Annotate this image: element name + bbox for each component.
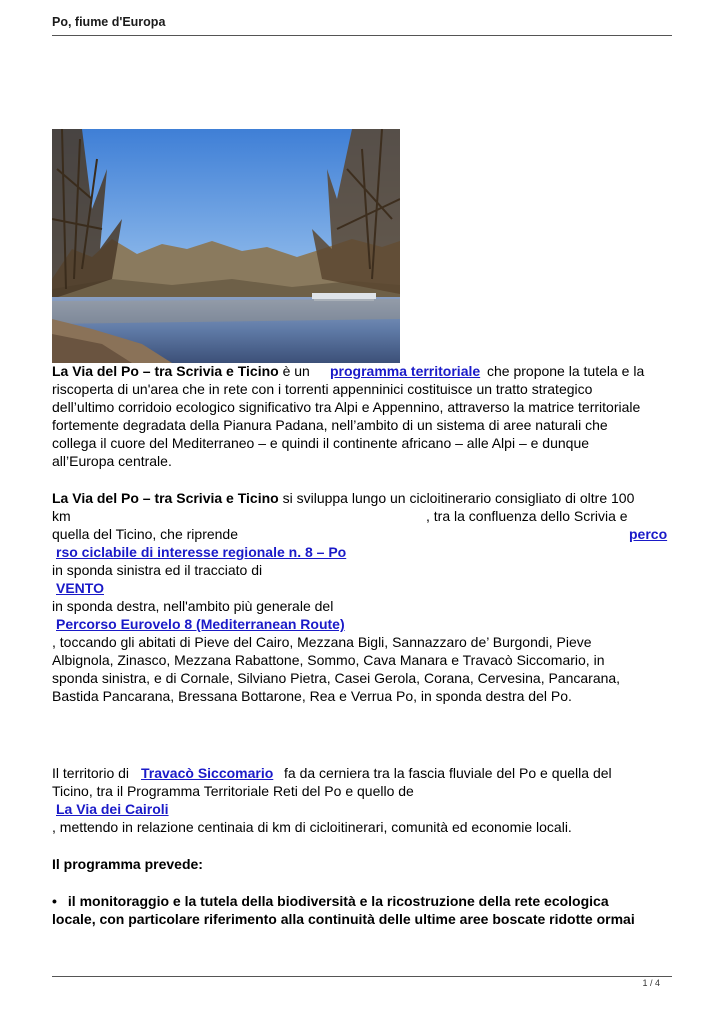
via-dei-cairoli-link[interactable]: La Via dei Cairoli bbox=[56, 801, 169, 817]
river-photo bbox=[52, 129, 400, 363]
p1-text-1: è un bbox=[278, 363, 310, 379]
p2-line-1 bbox=[52, 489, 634, 507]
header-divider bbox=[52, 35, 672, 36]
p2-km: km bbox=[52, 508, 71, 524]
page-header-title: Po, fiume d'Europa bbox=[52, 15, 166, 29]
programma-territoriale-link[interactable]: programma territoriale bbox=[330, 363, 481, 379]
p2-text-destra: in sponda destra, nell'ambito più generale del bbox=[52, 598, 334, 614]
p1-line-2: riscoperta di un'area che in rete con i torrenti appenninici costituisce un tratto strategico bbox=[52, 381, 593, 397]
p2-bold-title: La Via del Po – tra Scrivia e Ticino bbox=[52, 490, 279, 506]
p2-text-1: si sviluppa lungo un cicloitinerario consigliato di oltre 100 bbox=[278, 490, 635, 506]
p2-line-3: quella del Ticino, che riprende bbox=[52, 526, 239, 542]
p3-text-1: Il territorio di bbox=[52, 765, 130, 781]
page-number: 1 / 4 bbox=[642, 978, 660, 988]
p3-line-4: , mettendo in relazione centinaia di km di cicloitinerari, comunità ed economie locali. bbox=[52, 819, 572, 835]
p3-text-2: fa da cerniera tra la fascia fluviale del Po e quella del bbox=[284, 765, 612, 781]
bullet-marker: • bbox=[52, 893, 57, 909]
p1-bold-title: La Via del Po – tra Scrivia e Ticino bbox=[52, 363, 279, 379]
p1-text-2: che propone la tutela e la bbox=[487, 363, 645, 379]
travaco-siccomario-link[interactable]: Travacò Siccomario bbox=[141, 765, 274, 781]
p1-line-4: fortemente degradata della Pianura Padana, nell’ambito di un sistema di aree naturali che bbox=[52, 417, 608, 433]
programma-heading: Il programma prevede: bbox=[52, 856, 203, 872]
vento-link[interactable]: VENTO bbox=[56, 580, 104, 596]
bullet-line-1 bbox=[52, 892, 609, 910]
p2-line-a: , toccando gli abitati di Pieve del Cairo, Mezzana Bigli, Sannazzaro de’ Burgondi, Pieve bbox=[52, 634, 592, 650]
footer-divider bbox=[52, 976, 672, 977]
percorso-ciclabile-link-part-1[interactable]: perco bbox=[629, 526, 668, 542]
bullet-text-1: il monitoraggio e la tutela della biodiversità e la ricostruzione della rete ecologica bbox=[67, 893, 609, 909]
p1-line-6: all’Europa centrale. bbox=[52, 453, 172, 469]
bullet-line-2: locale, con particolare riferimento alla continuità delle ultime aree boscate ridotte ormai bbox=[52, 911, 635, 927]
eurovelo-8-link[interactable]: Percorso Eurovelo 8 (Mediterranean Route) bbox=[56, 616, 345, 632]
p2-km-right: , tra la confluenza dello Scrivia e bbox=[426, 508, 628, 524]
p2-line-b: Albignola, Zinasco, Mezzana Rabattone, Sommo, Cava Manara e Travacò Siccomario, in bbox=[52, 652, 605, 668]
p1-line-1 bbox=[52, 362, 310, 380]
p2-line-d: Bastida Pancarana, Bressana Bottarone, Rea e Verrua Po, in sponda destra del Po. bbox=[52, 688, 572, 704]
p2-text-sinistra: in sponda sinistra ed il tracciato di bbox=[52, 562, 263, 578]
p1-line-5: collega il cuore del Mediterraneo – e quindi il continente africano – alle Alpi – e dunque bbox=[52, 435, 590, 451]
p2-line-c: sponda sinistra, e di Cornale, Silviano Pietra, Casei Gerola, Corana, Cervesina, Pancarana, bbox=[52, 670, 621, 686]
percorso-ciclabile-link-part-2[interactable]: rso ciclabile di interesse regionale n. 8 – Po bbox=[56, 544, 347, 560]
p3-line-2: Ticino, tra il Programma Territoriale Reti del Po e quello de bbox=[52, 783, 414, 799]
p1-line-3: dell’ultimo corridoio ecologico significativo tra Alpi e Appennino, attraverso la matrice territoriale bbox=[52, 399, 641, 415]
